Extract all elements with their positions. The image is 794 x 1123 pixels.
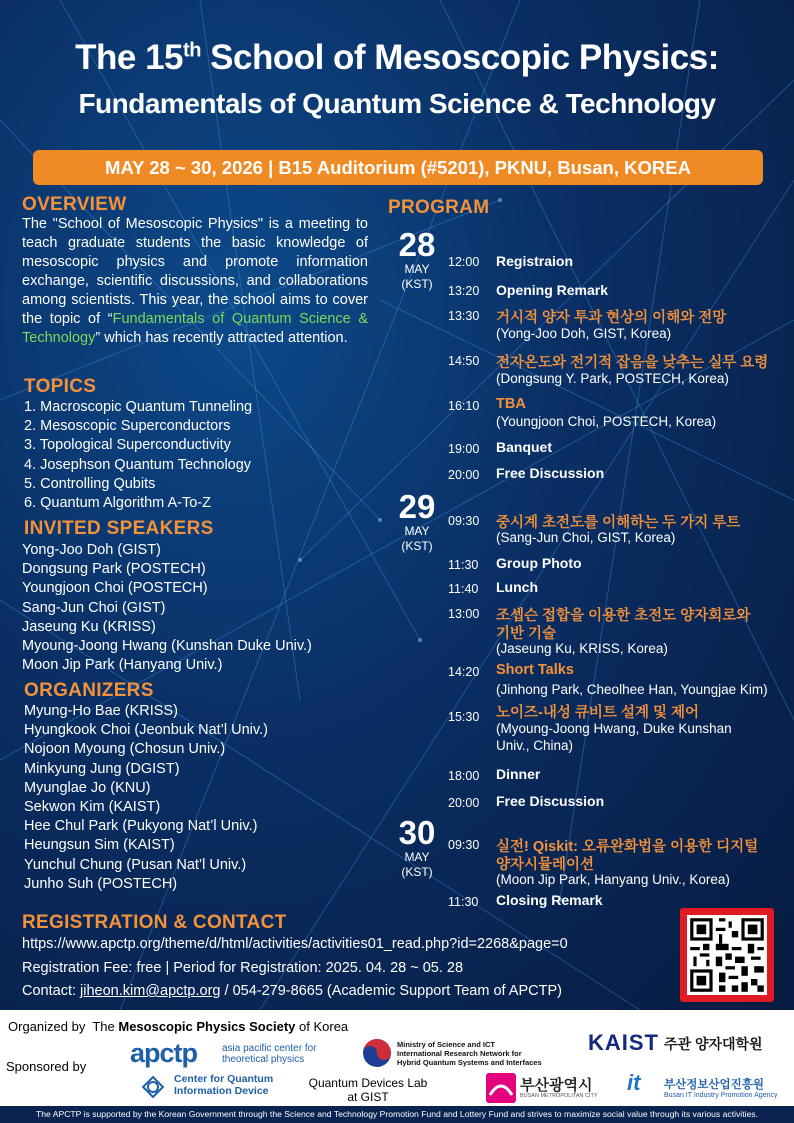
topics-heading: TOPICS [24,376,97,397]
list-item: Minkyung Jung (DGIST) [24,760,180,777]
event-speaker-line2: Univ., China) [496,738,574,753]
busan-logo-icon [486,1073,516,1103]
event-time: 15:30 [448,710,480,724]
event-title: Opening Remark [496,282,609,298]
event-time: 14:50 [448,354,480,368]
event-time: 11:30 [448,558,479,572]
list-item: 3. Topological Superconductivity [24,437,231,454]
event-time: 20:00 [448,796,480,810]
registration-url[interactable]: https://www.apctp.org/theme/d/html/activities/activities01_read.php?id=2268&page=0 [22,936,568,952]
day-28: 28 MAY (KST) [398,226,436,291]
event-title-line2: 기반 기술 [496,626,557,642]
list-item: Youngjoon Choi (POSTECH) [22,580,208,597]
bipa-name: 부산정보산업진흥원 [664,1079,764,1091]
list-item: Moon Jip Park (Hanyang Univ.) [22,657,223,674]
speakers-list [22,541,312,675]
apctp-description: asia pacific center for theoretical physics [222,1043,317,1065]
poster-subtitle: Fundamentals of Quantum Science & Technology [78,88,716,119]
event-time: 13:20 [448,284,480,298]
topics-list [24,398,252,513]
event-speaker: (Yong-Joo Doh, GIST, Korea) [496,326,672,341]
event-time: 18:00 [448,769,480,783]
qr-code-icon [687,915,767,995]
event-time: 12:00 [448,255,480,269]
event-title: 노이즈-내성 큐비트 설계 및 제어 [496,705,700,721]
list-item: Sang-Jun Choi (GIST) [22,599,166,616]
event-title: 전자온도와 전기적 잡음을 낮추는 실무 요령 [496,355,769,371]
event-time: 20:00 [448,468,480,482]
event-title: Registraion [496,253,574,269]
day-29: 29 MAY (KST) [398,488,436,553]
speakers-heading: INVITED SPEAKERS [24,518,214,539]
event-title: Dinner [496,766,541,782]
organized-by-line: Organized by The Mesoscopic Physics Society of Korea [8,1019,349,1034]
list-item: 4. Josephson Quantum Technology [24,456,252,473]
event-time: 09:30 [448,514,480,528]
event-time: 09:30 [448,838,480,852]
registration-heading: REGISTRATION & CONTACT [22,912,287,933]
event-time: 13:30 [448,309,480,323]
event-title: Free Discussion [496,793,605,809]
event-time: 16:10 [448,399,480,413]
event-title: 실전! Qiskit: 오류완화법을 이용한 디지털 [496,839,759,855]
list-item: Junho Suh (POSTECH) [24,875,178,892]
program-heading: PROGRAM [388,197,490,218]
overview-heading: OVERVIEW [22,194,127,215]
event-title: Short Talks [496,662,574,678]
poster-title: The 15th School of Mesoscopic Physics: [75,38,719,77]
event-title: Closing Remark [496,892,603,908]
list-item: Myunglae Jo (KNU) [24,779,151,796]
date-venue-banner: MAY 28 ~ 30, 2026 | B15 Auditorium (#5201), PKNU, Busan, KOREA [33,150,763,185]
bipa-name-en: Busan IT Industry Promotion Agency [664,1092,778,1099]
event-time: 19:00 [448,442,480,456]
event-title: TBA [496,396,526,412]
list-item: Jaseung Ku (KRISS) [22,618,156,635]
sponsored-by-label: Sponsored by [6,1059,87,1074]
event-title: 조셉슨 접합을 이용한 초전도 양자회로와 [496,608,751,624]
list-item: Nojoon Myoung (Chosun Univ.) [24,741,226,758]
organizers-heading: ORGANIZERS [24,680,154,701]
bipa-logo-icon: it [627,1070,641,1095]
event-time: 11:40 [448,582,479,596]
registration-fee: Registration Fee: free | Period for Registration: 2025. 04. 28 ~ 05. 28 [22,960,464,976]
list-item: 6. Quantum Algorithm A-To-Z [24,495,211,512]
event-title: Banquet [496,439,552,455]
event-title: 거시적 양자 투과 현상의 이해와 전망 [496,310,727,326]
cqid-text: Center for Quantum Information Device [174,1073,274,1097]
list-item: Yunchul Chung (Pusan Nat’l Univ.) [24,856,247,873]
list-item: Heungsun Sim (KAIST) [24,837,175,854]
event-speaker: (Jaseung Ku, KRISS, Korea) [496,641,668,656]
msit-text: Ministry of Science and ICT International Research Network for Hybrid Quantum Systems and Interfaces [397,1040,542,1067]
list-item: Myung-Ho Bae (KRISS) [24,703,178,719]
list-item: 5. Controlling Qubits [24,475,156,492]
contact-line: Contact: jiheon.kim@apctp.org / 054-279-8665 (Academic Support Team of APCTP) [22,983,562,999]
organizers-list [24,702,268,894]
event-title: Group Photo [496,555,582,571]
list-item: 2. Mesoscopic Superconductors [24,418,231,435]
event-speaker: (Moon Jip Park, Hanyang Univ., Korea) [496,872,730,887]
contact-email-link[interactable]: jiheon.kim@apctp.org [80,983,221,999]
kaist-logo: KAIST [588,1030,659,1055]
overview-highlight: Fundamentals of Quantum Science & Technology [22,311,369,346]
event-time: 13:00 [448,607,480,621]
list-item: Hyungkook Choi (Jeonbuk Nat’l Univ.) [24,722,268,739]
busan-name: 부산광역시 [520,1077,593,1094]
apctp-logo: apctp [130,1038,198,1068]
list-item: Dongsung Park (POSTECH) [22,561,206,578]
event-speaker: (Sang-Jun Choi, GIST, Korea) [496,530,676,545]
event-speaker: (Dongsung Y. Park, POSTECH, Korea) [496,371,729,386]
qr-code[interactable] [680,908,774,1002]
list-item: Hee Chul Park (Pukyong Nat’l Univ.) [24,818,258,835]
list-item: Myoung-Joong Hwang (Kunshan Duke Univ.) [22,638,312,655]
list-item: 1. Macroscopic Quantum Tunneling [24,399,253,415]
korea-taegeuk-icon [362,1038,392,1068]
day-30: 30 MAY (KST) [398,814,436,879]
event-title-line2: 양자시뮬레이션 [496,857,595,873]
cqid-logo-icon [138,1072,168,1102]
event-time: 14:20 [448,665,480,679]
event-title: 중시계 초전도를 이해하는 두 가지 루트 [496,515,741,531]
overview-text: The "School of Mesoscopic Physics" is a meeting to teach graduate students the basic knowledge of mesoscopic physics and promote information exchange, scientific discussions, and collaborations among scientists. This year, the school aims to cover the topic of “Fundamentals of Quantum Science & Technology” which has recently attracted attention. [22,216,369,346]
event-title: Lunch [496,579,538,595]
busan-name-en: BUSAN METROPOLITAN CITY [520,1093,598,1099]
list-item: Sekwon Kim (KAIST) [24,799,161,816]
event-speaker: (Youngjoon Choi, POSTECH, Korea) [496,414,717,429]
apctp-support-note: The APCTP is supported by the Korean Government through the Science and Technology Promotion Fund and Lottery Fund and strives to maximize social value through its various activities. [0,1106,794,1123]
qdl-text: Quantum Devices Lab at GIST [308,1076,428,1104]
event-title: Free Discussion [496,465,605,481]
kaist-host: 주관 양자대학원 [664,1036,763,1052]
list-item: Yong-Joo Doh (GIST) [22,542,161,558]
event-speaker: (Jinhong Park, Cheolhee Han, Youngjae Kim) [496,682,768,697]
event-time: 11:30 [448,895,479,909]
event-speaker: (Myoung-Joong Hwang, Duke Kunshan [496,721,732,736]
